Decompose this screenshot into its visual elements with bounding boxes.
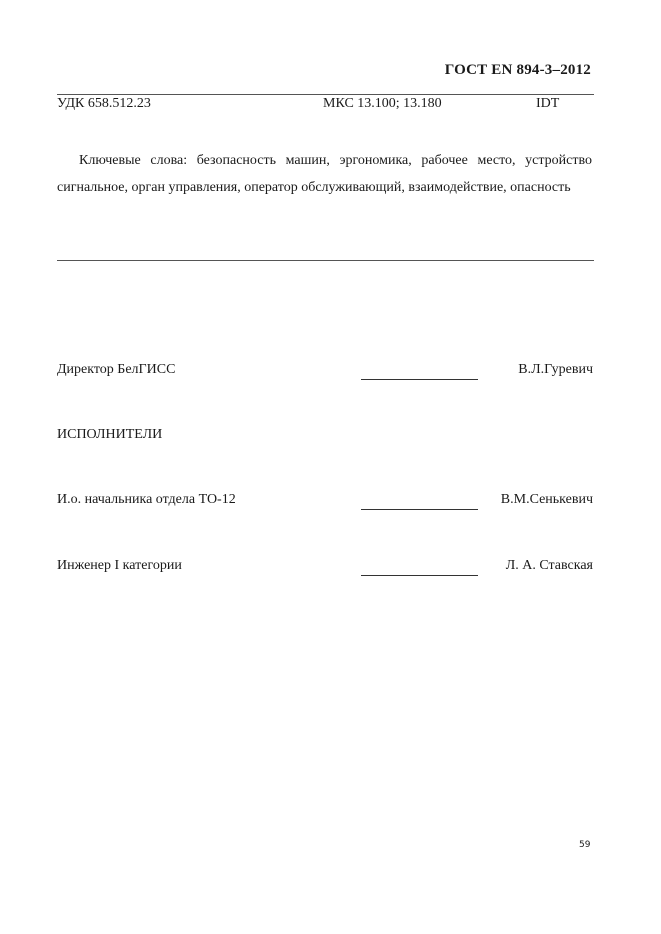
udk-code: УДК 658.512.23 — [57, 96, 151, 111]
signature-line — [361, 379, 478, 380]
top-divider — [57, 94, 594, 95]
executor-name: Л. А. Ставская — [505, 558, 593, 573]
director-name: В.Л.Гуревич — [518, 362, 593, 377]
executor-role: И.о. начальника отдела ТО-12 — [57, 492, 236, 507]
standard-code: ГОСТ EN 894-3–2012 — [444, 62, 591, 78]
executors-heading: ИСПОЛНИТЕЛИ — [57, 427, 163, 442]
mks-code: МКС 13.100; 13.180 — [323, 96, 442, 111]
executor-name: В.М.Сенькевич — [500, 492, 593, 507]
director-signature-row — [57, 362, 593, 382]
bottom-divider — [57, 260, 594, 261]
page-number: 59 — [579, 840, 591, 850]
director-role: Директор БелГИСС — [57, 362, 176, 377]
executor-signature-row — [57, 558, 593, 578]
executor-role: Инженер I категории — [57, 558, 182, 573]
signature-line — [361, 509, 478, 510]
keywords-paragraph: Ключевые слова: безопасность машин, эргономика, рабочее место, устройство сигнальное, орган управления, оператор обслуживающий, взаимодействие, опасность — [57, 153, 592, 195]
executor-signature-row — [57, 492, 593, 512]
signature-line — [361, 575, 478, 576]
equivalence-degree: IDT — [536, 96, 560, 111]
